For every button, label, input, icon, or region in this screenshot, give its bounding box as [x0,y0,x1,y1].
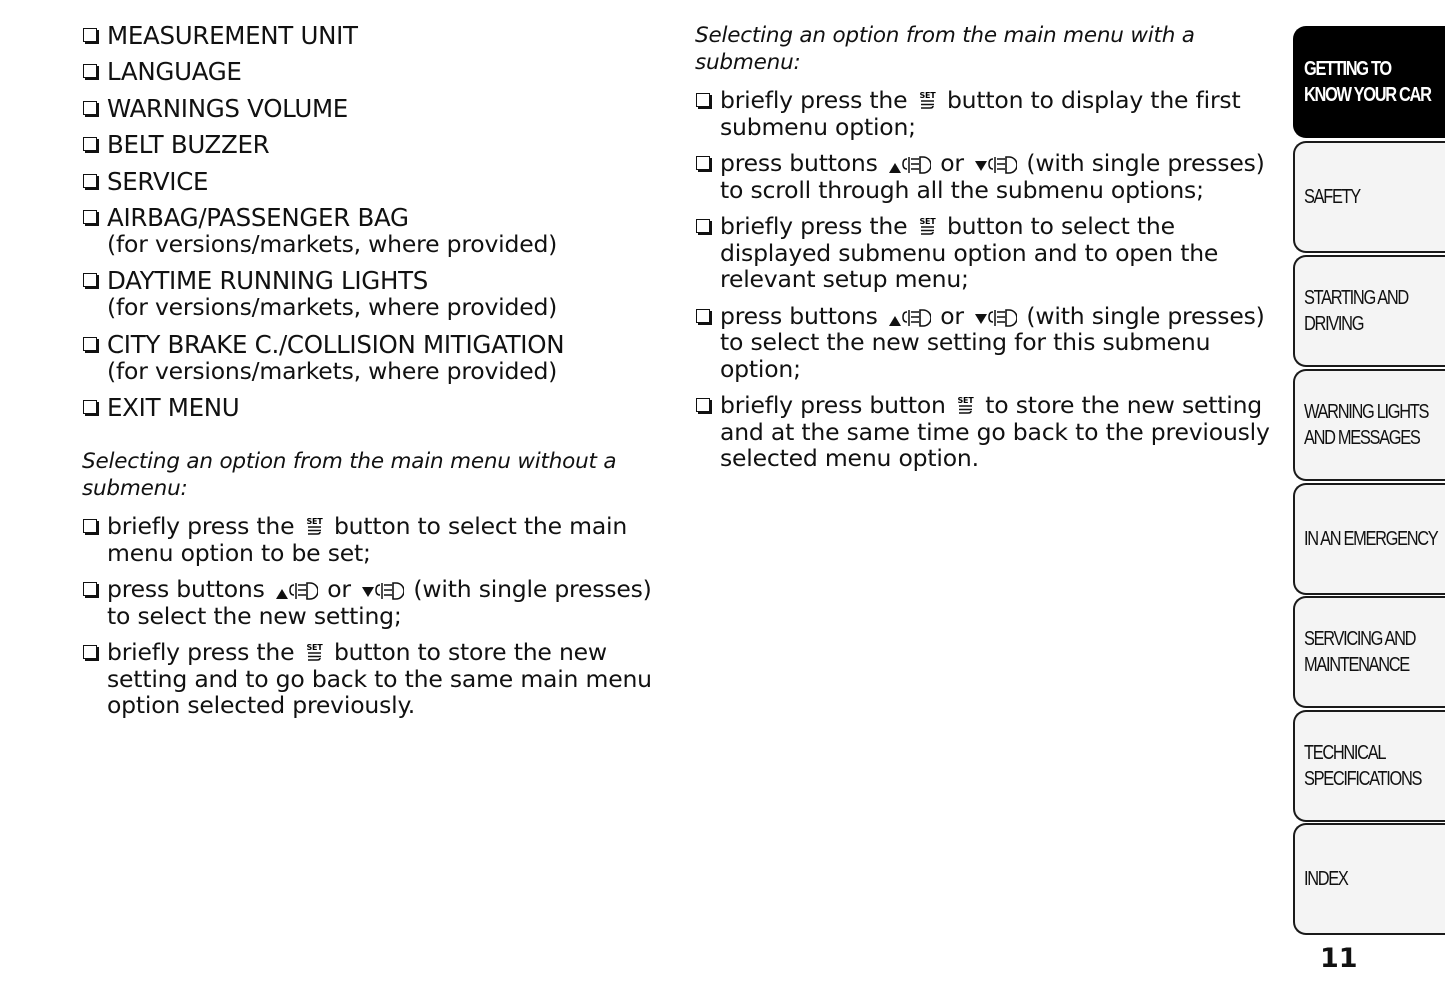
menu-option-note: (for versions/markets, where provided) [107,293,558,322]
tab-starting-and-driving[interactable] [1293,255,1445,367]
checkbox-bullet-icon [696,309,710,323]
tab-label-line: SERVICING AND [1304,628,1416,650]
list-item: briefly press the SET button to select the displayed submenu option and to open the relevant setup menu; [695,213,1280,293]
tab-technical-specifications[interactable] [1293,710,1445,822]
section-heading-with-submenu: Selecting an option from the main menu with a submenu: [695,23,1195,75]
checkbox-bullet-icon [83,337,97,351]
list-item [82,267,564,321]
tab-label-line: GETTING TO [1304,58,1391,80]
tab-servicing-and-maintenance[interactable] [1293,596,1445,708]
tab-label-line: SAFETY [1304,186,1360,208]
checkbox-bullet-icon [83,400,97,414]
up-button-icon [887,153,931,175]
steps-with-submenu [695,87,1280,482]
menu-option-label: AIRBAG/PASSENGER BAG [107,202,409,232]
menu-option-label: DAYTIME RUNNING LIGHTS [107,266,428,296]
list-item [82,394,564,421]
list-item: briefly press the SET button to store the new setting and to go back to the same main menu option selected previously. [82,639,667,719]
list-item [82,58,564,85]
checkbox-bullet-icon [83,519,97,533]
tab-label-line: SPECIFICATIONS [1304,768,1422,790]
menu-option-label: SERVICE [107,166,209,196]
menu-option-label: MEASUREMENT UNIT [107,21,358,50]
tab-index[interactable] [1293,823,1445,935]
main-menu-options-list [82,22,564,431]
set-button-icon [304,516,325,538]
list-item [82,131,564,158]
tab-label-line: MAINTENANCE [1304,654,1409,676]
list-item [82,331,564,385]
list-item: press buttons or (with single presses) to select the new setting; [82,576,667,629]
set-button-icon [304,642,325,664]
list-item: briefly press the SET button to select the main menu option to be set; [82,513,667,566]
svg-text:SET: SET [306,517,323,526]
checkbox-bullet-icon [696,93,710,107]
tab-label-line: KNOW YOUR CAR [1304,84,1431,106]
svg-text:SET: SET [919,217,936,226]
list-item [82,204,564,258]
down-button-icon [973,153,1017,175]
set-button-icon [917,216,938,238]
svg-text:SET: SET [306,643,323,652]
down-button-icon [360,579,404,601]
tab-label-line: INDEX [1304,868,1348,890]
down-button-icon [973,306,1017,328]
tab-label-line: DRIVING [1304,313,1364,335]
checkbox-bullet-icon [696,398,710,412]
menu-option-label: EXIT MENU [107,393,240,423]
checkbox-bullet-icon [83,137,97,151]
tab-label-line: AND MESSAGES [1304,427,1420,449]
svg-text:SET: SET [919,91,936,100]
checkbox-bullet-icon [83,645,97,659]
tab-label-line: WARNING LIGHTS [1304,401,1429,423]
tab-label-line: STARTING AND [1304,287,1408,309]
up-button-icon [887,306,931,328]
checkbox-bullet-icon [83,174,97,188]
list-item: press buttons or (with single presses) to select the new setting for this submenu option; [695,303,1280,383]
list-item [82,22,564,49]
checkbox-bullet-icon [83,28,97,42]
menu-option-label: CITY BRAKE C./COLLISION MITIGATION [107,329,565,359]
checkbox-bullet-icon [83,101,97,115]
list-item: press buttons or (with single presses) to scroll through all the submenu options; [695,150,1280,203]
list-item: briefly press button SET to store the new setting and at the same time go back to the previously selected menu option. [695,392,1280,472]
section-heading-without-submenu: Selecting an option from the main menu without a submenu: [82,449,617,501]
svg-text:SET: SET [957,396,974,405]
up-button-icon [274,579,318,601]
checkbox-bullet-icon [83,273,97,287]
tab-in-an-emergency[interactable] [1293,483,1445,595]
menu-option-label: LANGUAGE [107,57,242,87]
menu-option-label: BELT BUZZER [107,130,270,160]
set-button-icon [917,90,938,112]
checkbox-bullet-icon [83,64,97,78]
set-button-icon [955,395,976,417]
checkbox-bullet-icon [83,582,97,596]
steps-without-submenu [82,513,667,729]
tab-label-line: TECHNICAL [1304,742,1386,764]
page-number: 11 [1320,943,1358,974]
list-item: briefly press the SET button to display the first submenu option; [695,87,1280,140]
tab-getting-to-know-your-car[interactable] [1293,26,1445,138]
checkbox-bullet-icon [696,219,710,233]
menu-option-note: (for versions/markets, where provided) [107,229,558,258]
list-item [82,168,564,195]
menu-option-label: WARNINGS VOLUME [107,93,348,123]
checkbox-bullet-icon [83,210,97,224]
menu-option-note: (for versions/markets, where provided) [107,356,558,385]
tab-safety[interactable] [1293,141,1445,253]
tab-warning-lights-and-messages[interactable] [1293,369,1445,481]
checkbox-bullet-icon [696,156,710,170]
tab-label-line: IN AN EMERGENCY [1304,528,1438,550]
list-item [82,95,564,122]
